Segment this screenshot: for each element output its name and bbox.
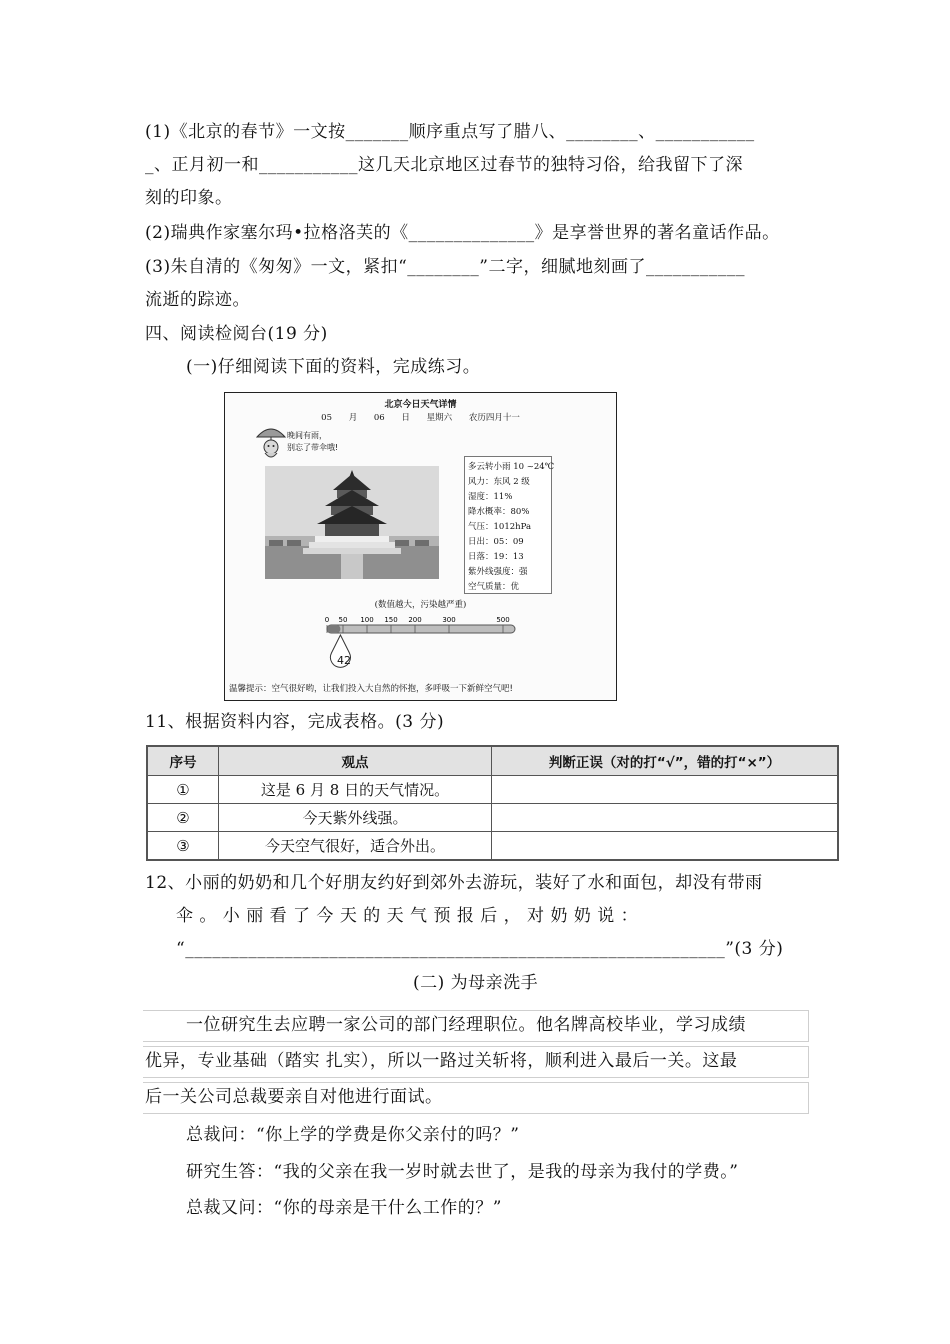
table-row [147, 832, 838, 861]
col-view-header: 观点 [219, 746, 492, 776]
q12-line-3: “____________________________________________________________”(3 分) [176, 939, 784, 959]
aqi-fill [327, 625, 340, 633]
aqi-tick-label: 200 [408, 616, 422, 624]
bubble-line-2: 别忘了带伞哦! [287, 443, 339, 452]
weather-details-box [464, 456, 555, 594]
part1-instruction: (一)仔细阅读下面的资料，完成练习。 [186, 357, 481, 377]
col-judgement-header: 判断正误（对的打“√”，错的打“×”） [492, 746, 839, 776]
row-number: ② [147, 804, 219, 832]
q12-line-2: 伞 。 小 丽 看 了 今 天 的 天 气 预 报 后 ， 对 奶 奶 说 ： [176, 906, 639, 926]
row-view: 今天空气很好，适合外出。 [219, 832, 492, 861]
q12-line-1: 12、小丽的奶奶和几个好朋友约好到郊外去游玩，装好了水和面包，却没有带雨 [145, 873, 763, 893]
row-view: 这是 6 月 8 日的天气情况。 [219, 776, 492, 804]
aqi-tick-label: 100 [360, 616, 374, 624]
row-number: ③ [147, 832, 219, 861]
weather-item: 湿度：11% [468, 492, 513, 502]
answer-cell[interactable] [492, 776, 839, 804]
table-row [147, 804, 838, 832]
temple-of-heaven-photo [265, 466, 439, 579]
fill-line-6: 流逝的踪迹。 [145, 290, 250, 310]
part2-title: (二) 为母亲洗手 [413, 973, 539, 993]
reminder-bubble [287, 430, 338, 454]
fill-line-5: (3)朱自清的《匆匆》一文，紧扣“________”二字，细腻地刻画了___________ [145, 257, 745, 277]
weather-item: 降水概率：80% [468, 507, 530, 517]
weather-card [224, 392, 617, 701]
weather-item: 日落：19：13 [468, 552, 524, 562]
dialogue-1: 总裁问：“你上学的学费是你父亲付的吗？” [186, 1125, 520, 1145]
weather-item: 气压：1012hPa [468, 522, 532, 532]
weather-date: 05 月 06 日 星期六 农历四月十一 [321, 413, 520, 423]
umbrella-mascot-icon [255, 423, 287, 461]
fill-line-2: _、正月初一和___________这几天北京地区过春节的独特习俗，给我留下了深 [145, 155, 743, 175]
aqi-scale-note: (数值越大，污染越严重) [374, 600, 467, 610]
dialogue-2: 研究生答：“我的父亲在我一岁时就去世了，是我的母亲为我付的学费。” [186, 1162, 739, 1182]
fill-line-1: (1)《北京的春节》一文按_______顺序重点写了腊八、________、___________ [145, 122, 755, 142]
section-title: 四、阅读检阅台(19 分) [145, 324, 328, 344]
weather-item: 紫外线强度：强 [468, 567, 528, 577]
table-row [147, 776, 838, 804]
fill-line-4: (2)瑞典作家塞尔玛•拉格洛芙的《______________》是享誉世界的著名童话作品。 [145, 223, 780, 243]
aqi-tick-label: 50 [338, 616, 348, 624]
aqi-tick-label: 300 [442, 616, 456, 624]
weather-item: 多云转小雨 10 ~24℃ [468, 462, 555, 472]
story-line-1: 一位研究生去应聘一家公司的部门经理职位。他名牌高校毕业，学习成绩 [186, 1015, 746, 1035]
story-line-3: 后一关公司总裁要亲自对他进行面试。 [145, 1087, 443, 1107]
row-number: ① [147, 776, 219, 804]
col-number-header: 序号 [147, 746, 219, 776]
table-header-row [147, 746, 838, 776]
row-view: 今天紫外线强。 [219, 804, 492, 832]
weather-item: 日出：05：09 [468, 537, 524, 547]
judgement-table [146, 745, 839, 861]
aqi-tick-label: 0 [324, 616, 330, 624]
fill-line-3: 刻的印象。 [145, 188, 233, 208]
answer-cell[interactable] [492, 804, 839, 832]
weather-item: 风力：东风 2 级 [468, 477, 530, 487]
dialogue-3: 总裁又问：“你的母亲是干什么工作的？” [186, 1198, 502, 1218]
aqi-tick-label: 500 [496, 616, 510, 624]
aqi-tick-label: 150 [384, 616, 398, 624]
q11-text: 11、根据资料内容，完成表格。(3 分) [145, 712, 445, 732]
weather-title: 北京今日天气详情 [384, 400, 457, 410]
weather-item: 空气质量：优 [468, 582, 520, 592]
answer-cell[interactable] [492, 832, 839, 861]
friendly-tip: 温馨提示：空气很好哟，让我们投入大自然的怀抱，多呼吸一下新鲜空气吧! [229, 684, 513, 694]
aqi-value: 42 [337, 654, 351, 667]
bubble-line-1: 晚间有雨， [287, 431, 327, 440]
story-line-2: 优异，专业基础（踏实 扎实），所以一路过关斩将，顺利进入最后一关。这最 [145, 1051, 738, 1071]
